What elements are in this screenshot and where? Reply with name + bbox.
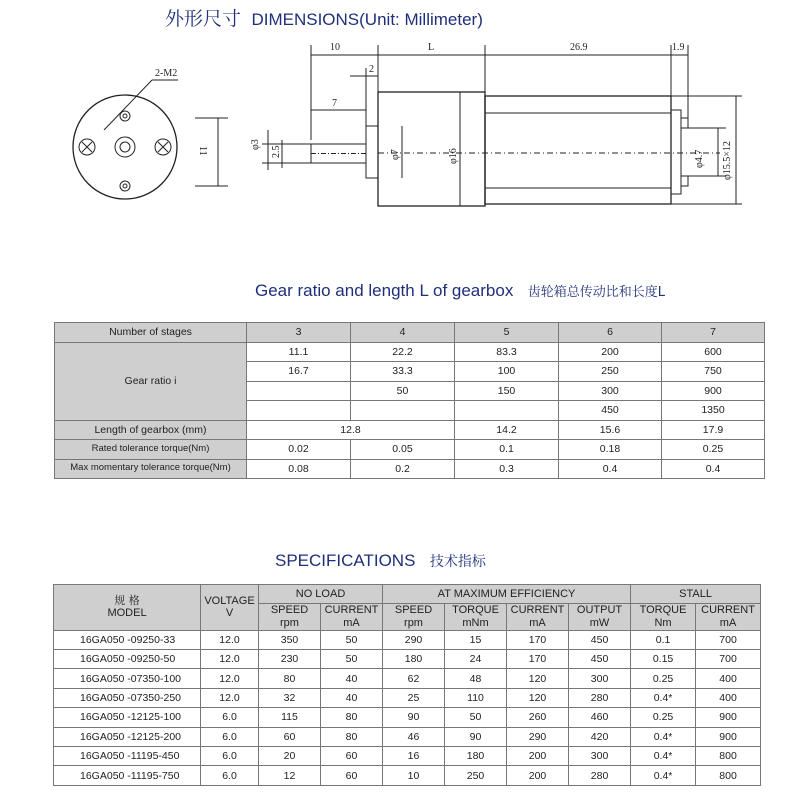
spec-cell: 0.4*	[631, 766, 696, 785]
subheader-name: SPEED	[394, 604, 433, 617]
no-load-header: NO LOAD	[259, 585, 383, 604]
subheader-cell	[507, 604, 569, 630]
gear-title-cn: 齿轮箱总传动比和长度L	[527, 285, 666, 300]
ratio-cell: 600	[662, 342, 765, 362]
spec-cell: 180	[445, 747, 507, 766]
spec-cell: 50	[321, 650, 383, 669]
spec-cell: 10	[383, 766, 445, 785]
spec-cell: 900	[696, 727, 761, 746]
spec-cell: 62	[383, 669, 445, 688]
spec-cell: 0.4*	[631, 727, 696, 746]
ratio-cell: 33.3	[351, 362, 455, 382]
subheader-unit: mNm	[462, 617, 489, 630]
max-cell: 0.4	[559, 459, 662, 479]
spec-cell: 6.0	[201, 747, 259, 766]
specifications-table	[53, 584, 761, 786]
spec-cell: 450	[569, 630, 631, 649]
length-cell: 17.9	[662, 420, 765, 440]
spec-cell: 900	[696, 708, 761, 727]
gear-header-row	[55, 323, 765, 343]
phi4-7-label: φ4.7	[694, 149, 705, 168]
subheader-name: SPEED	[270, 604, 309, 617]
phi15-5x12-label: φ15.5×12	[722, 141, 733, 180]
spec-cell: 280	[569, 688, 631, 707]
spec-cell: 90	[383, 708, 445, 727]
stage-cell: 6	[559, 323, 662, 343]
spec-cell: 0.4*	[631, 688, 696, 707]
spec-cell: 40	[321, 669, 383, 688]
subheader-cell	[321, 604, 383, 630]
spec-cell: 115	[259, 708, 321, 727]
subheader-unit: Nm	[654, 617, 672, 630]
spec-cell: 200	[507, 747, 569, 766]
spec-cell: 290	[507, 727, 569, 746]
rated-cell: 0.05	[351, 440, 455, 460]
rated-cell: 0.25	[662, 440, 765, 460]
spec-cell: 460	[569, 708, 631, 727]
ratio-cell	[351, 401, 455, 421]
max-cell: 0.08	[247, 459, 351, 479]
gear-ratio-label: Gear ratio i	[55, 342, 247, 420]
phi7-label: φ7	[390, 149, 401, 160]
spec-cell: 120	[507, 669, 569, 688]
spec-cell: 180	[383, 650, 445, 669]
spec-cell: 90	[445, 727, 507, 746]
subheader-name: CURRENT	[701, 604, 755, 617]
rated-label: Rated tolerance torque(Nm)	[55, 440, 247, 460]
spec-row	[54, 747, 761, 766]
ratio-cell: 300	[559, 381, 662, 401]
dim-7-label: 7	[332, 98, 337, 109]
ratio-cell: 1350	[662, 401, 765, 421]
length-cell: 14.2	[455, 420, 559, 440]
spec-cell: 24	[445, 650, 507, 669]
spec-cell: 80	[321, 727, 383, 746]
spec-cell: 12.0	[201, 669, 259, 688]
ratio-cell: 200	[559, 342, 662, 362]
front-view	[73, 80, 228, 199]
stall-header: STALL	[631, 585, 761, 604]
dimensions-title-cn: 外形尺寸	[165, 8, 242, 30]
subheader-unit: mW	[589, 617, 610, 630]
spec-cell: 20	[259, 747, 321, 766]
subheader-unit: rpm	[404, 617, 423, 630]
subheader-name: OUTPUT	[576, 604, 623, 617]
spec-cell: 250	[445, 766, 507, 785]
spec-cell: 0.15	[631, 650, 696, 669]
ratio-cell: 100	[455, 362, 559, 382]
subheader-cell	[696, 604, 761, 630]
model-cell: 16GA050 -09250-33	[54, 630, 201, 649]
max-cell: 0.4	[662, 459, 765, 479]
subheader-name: CURRENT	[324, 604, 379, 617]
gear-ratio-table	[54, 322, 765, 479]
length-cell: 12.8	[247, 420, 455, 440]
stages-label: Number of stages	[55, 323, 247, 343]
spec-cell: 12.0	[201, 630, 259, 649]
spec-cell: 6.0	[201, 727, 259, 746]
spec-cell: 60	[321, 766, 383, 785]
spec-cell: 230	[259, 650, 321, 669]
spec-cell: 32	[259, 688, 321, 707]
subheader-cell	[383, 604, 445, 630]
gear-ratio-row	[55, 342, 765, 362]
spec-cell: 420	[569, 727, 631, 746]
spec-cell: 400	[696, 688, 761, 707]
dim-l-label: L	[428, 42, 435, 53]
model-cell: 16GA050 -07350-100	[54, 669, 201, 688]
spec-cell: 800	[696, 747, 761, 766]
voltage-header	[201, 585, 259, 631]
spec-cell: 260	[507, 708, 569, 727]
gear-title-en: Gear ratio and length L of gearbox	[255, 281, 514, 300]
spec-cell: 0.25	[631, 669, 696, 688]
spec-row	[54, 708, 761, 727]
spec-cell: 80	[321, 708, 383, 727]
spec-row	[54, 688, 761, 707]
spec-row	[54, 669, 761, 688]
spec-cell: 0.1	[631, 630, 696, 649]
length-cell: 15.6	[559, 420, 662, 440]
ratio-cell: 150	[455, 381, 559, 401]
ratio-cell: 450	[559, 401, 662, 421]
spec-cell: 700	[696, 630, 761, 649]
spec-cell: 300	[569, 669, 631, 688]
spec-row	[54, 727, 761, 746]
spec-cell: 80	[259, 669, 321, 688]
dim-11-label: 11	[197, 146, 208, 156]
subheader-cell	[259, 604, 321, 630]
spec-body	[54, 630, 761, 785]
spec-cell: 450	[569, 650, 631, 669]
model-cell: 16GA050 -11195-750	[54, 766, 201, 785]
max-label: Max momentary tolerance torque(Nm)	[55, 459, 247, 479]
model-cell: 16GA050 -12125-100	[54, 708, 201, 727]
spec-cell: 60	[259, 727, 321, 746]
phi16-label: φ16	[448, 148, 459, 164]
subheader-name: TORQUE	[452, 604, 499, 617]
spec-cell: 280	[569, 766, 631, 785]
model-cell: 16GA050 -12125-200	[54, 727, 201, 746]
spec-title-en: SPECIFICATIONS	[275, 551, 416, 570]
subheader-unit: mA	[529, 617, 546, 630]
spec-cell: 48	[445, 669, 507, 688]
spec-row	[54, 766, 761, 785]
spec-cell: 12.0	[201, 688, 259, 707]
rated-cell: 0.18	[559, 440, 662, 460]
dim-1-9-label: 1.9	[672, 42, 685, 53]
spec-row	[54, 650, 761, 669]
ratio-cell: 250	[559, 362, 662, 382]
spec-cell: 170	[507, 630, 569, 649]
stage-cell: 7	[662, 323, 765, 343]
rated-cell: 0.1	[455, 440, 559, 460]
spec-cell: 350	[259, 630, 321, 649]
model-cell: 16GA050 -09250-50	[54, 650, 201, 669]
model-header-en: MODEL	[107, 607, 147, 620]
voltage-header-unit: V	[225, 607, 234, 620]
gear-max-row	[55, 459, 765, 479]
voltage-header-label: VOLTAGE	[204, 594, 255, 607]
spec-cell: 300	[569, 747, 631, 766]
ratio-cell	[455, 401, 559, 421]
gear-rated-row	[55, 440, 765, 460]
ratio-cell: 11.1	[247, 342, 351, 362]
spec-cell: 0.4*	[631, 747, 696, 766]
ratio-cell: 50	[351, 381, 455, 401]
spec-cell: 25	[383, 688, 445, 707]
phi3-label: φ3	[250, 139, 261, 150]
spec-cell: 50	[321, 630, 383, 649]
max-cell: 0.2	[351, 459, 455, 479]
subheader-unit: mA	[343, 617, 360, 630]
dim-2-5-label: 2.5	[271, 145, 282, 158]
max-efficiency-header: AT MAXIMUM EFFICIENCY	[383, 585, 631, 604]
spec-cell: 12	[259, 766, 321, 785]
stage-cell: 5	[455, 323, 559, 343]
spec-title-cn: 技术指标	[429, 554, 486, 570]
max-cell: 0.3	[455, 459, 559, 479]
spec-cell: 46	[383, 727, 445, 746]
spec-cell: 15	[445, 630, 507, 649]
spec-cell: 110	[445, 688, 507, 707]
ratio-cell: 900	[662, 381, 765, 401]
stage-cell: 4	[351, 323, 455, 343]
model-cell: 16GA050 -07350-250	[54, 688, 201, 707]
spec-cell: 0.25	[631, 708, 696, 727]
spec-cell: 700	[696, 650, 761, 669]
model-header	[54, 585, 201, 631]
side-view	[262, 45, 742, 206]
spec-cell: 290	[383, 630, 445, 649]
spec-cell: 170	[507, 650, 569, 669]
dim-10-label: 10	[330, 42, 340, 53]
gear-section-title	[255, 281, 665, 301]
spec-cell: 6.0	[201, 766, 259, 785]
spec-cell: 60	[321, 747, 383, 766]
dim-26-9-label: 26.9	[570, 42, 588, 53]
subheader-cell	[445, 604, 507, 630]
ratio-cell	[247, 381, 351, 401]
subheader-unit: mA	[719, 617, 737, 630]
dimension-drawing	[0, 30, 800, 230]
gear-length-row	[55, 420, 765, 440]
m2-label: 2-M2	[155, 68, 178, 79]
spec-cell: 50	[445, 708, 507, 727]
model-cell: 16GA050 -11195-450	[54, 747, 201, 766]
spec-cell: 12.0	[201, 650, 259, 669]
length-label: Length of gearbox (mm)	[55, 420, 247, 440]
ratio-cell: 750	[662, 362, 765, 382]
spec-section-title	[275, 551, 486, 571]
dim-2-label: 2	[369, 64, 374, 75]
ratio-cell: 83.3	[455, 342, 559, 362]
spec-cell: 40	[321, 688, 383, 707]
spec-cell: 200	[507, 766, 569, 785]
subheader-name: TORQUE	[639, 604, 687, 617]
ratio-cell: 16.7	[247, 362, 351, 382]
subheader-cell	[569, 604, 631, 630]
ratio-cell: 22.2	[351, 342, 455, 362]
spec-header-row	[54, 585, 761, 604]
model-header-cn: 规 格	[114, 593, 140, 607]
subheader-name: CURRENT	[510, 604, 565, 617]
rated-cell: 0.02	[247, 440, 351, 460]
spec-row	[54, 630, 761, 649]
dimensions-title	[165, 4, 483, 28]
spec-cell: 16	[383, 747, 445, 766]
spec-cell: 6.0	[201, 708, 259, 727]
subheader-cell	[631, 604, 696, 630]
ratio-cell	[247, 401, 351, 421]
spec-cell: 120	[507, 688, 569, 707]
spec-cell: 400	[696, 669, 761, 688]
subheader-unit: rpm	[280, 617, 299, 630]
stage-cell: 3	[247, 323, 351, 343]
dimensions-title-en: DIMENSIONS(Unit: Millimeter)	[251, 10, 483, 29]
spec-cell: 800	[696, 766, 761, 785]
